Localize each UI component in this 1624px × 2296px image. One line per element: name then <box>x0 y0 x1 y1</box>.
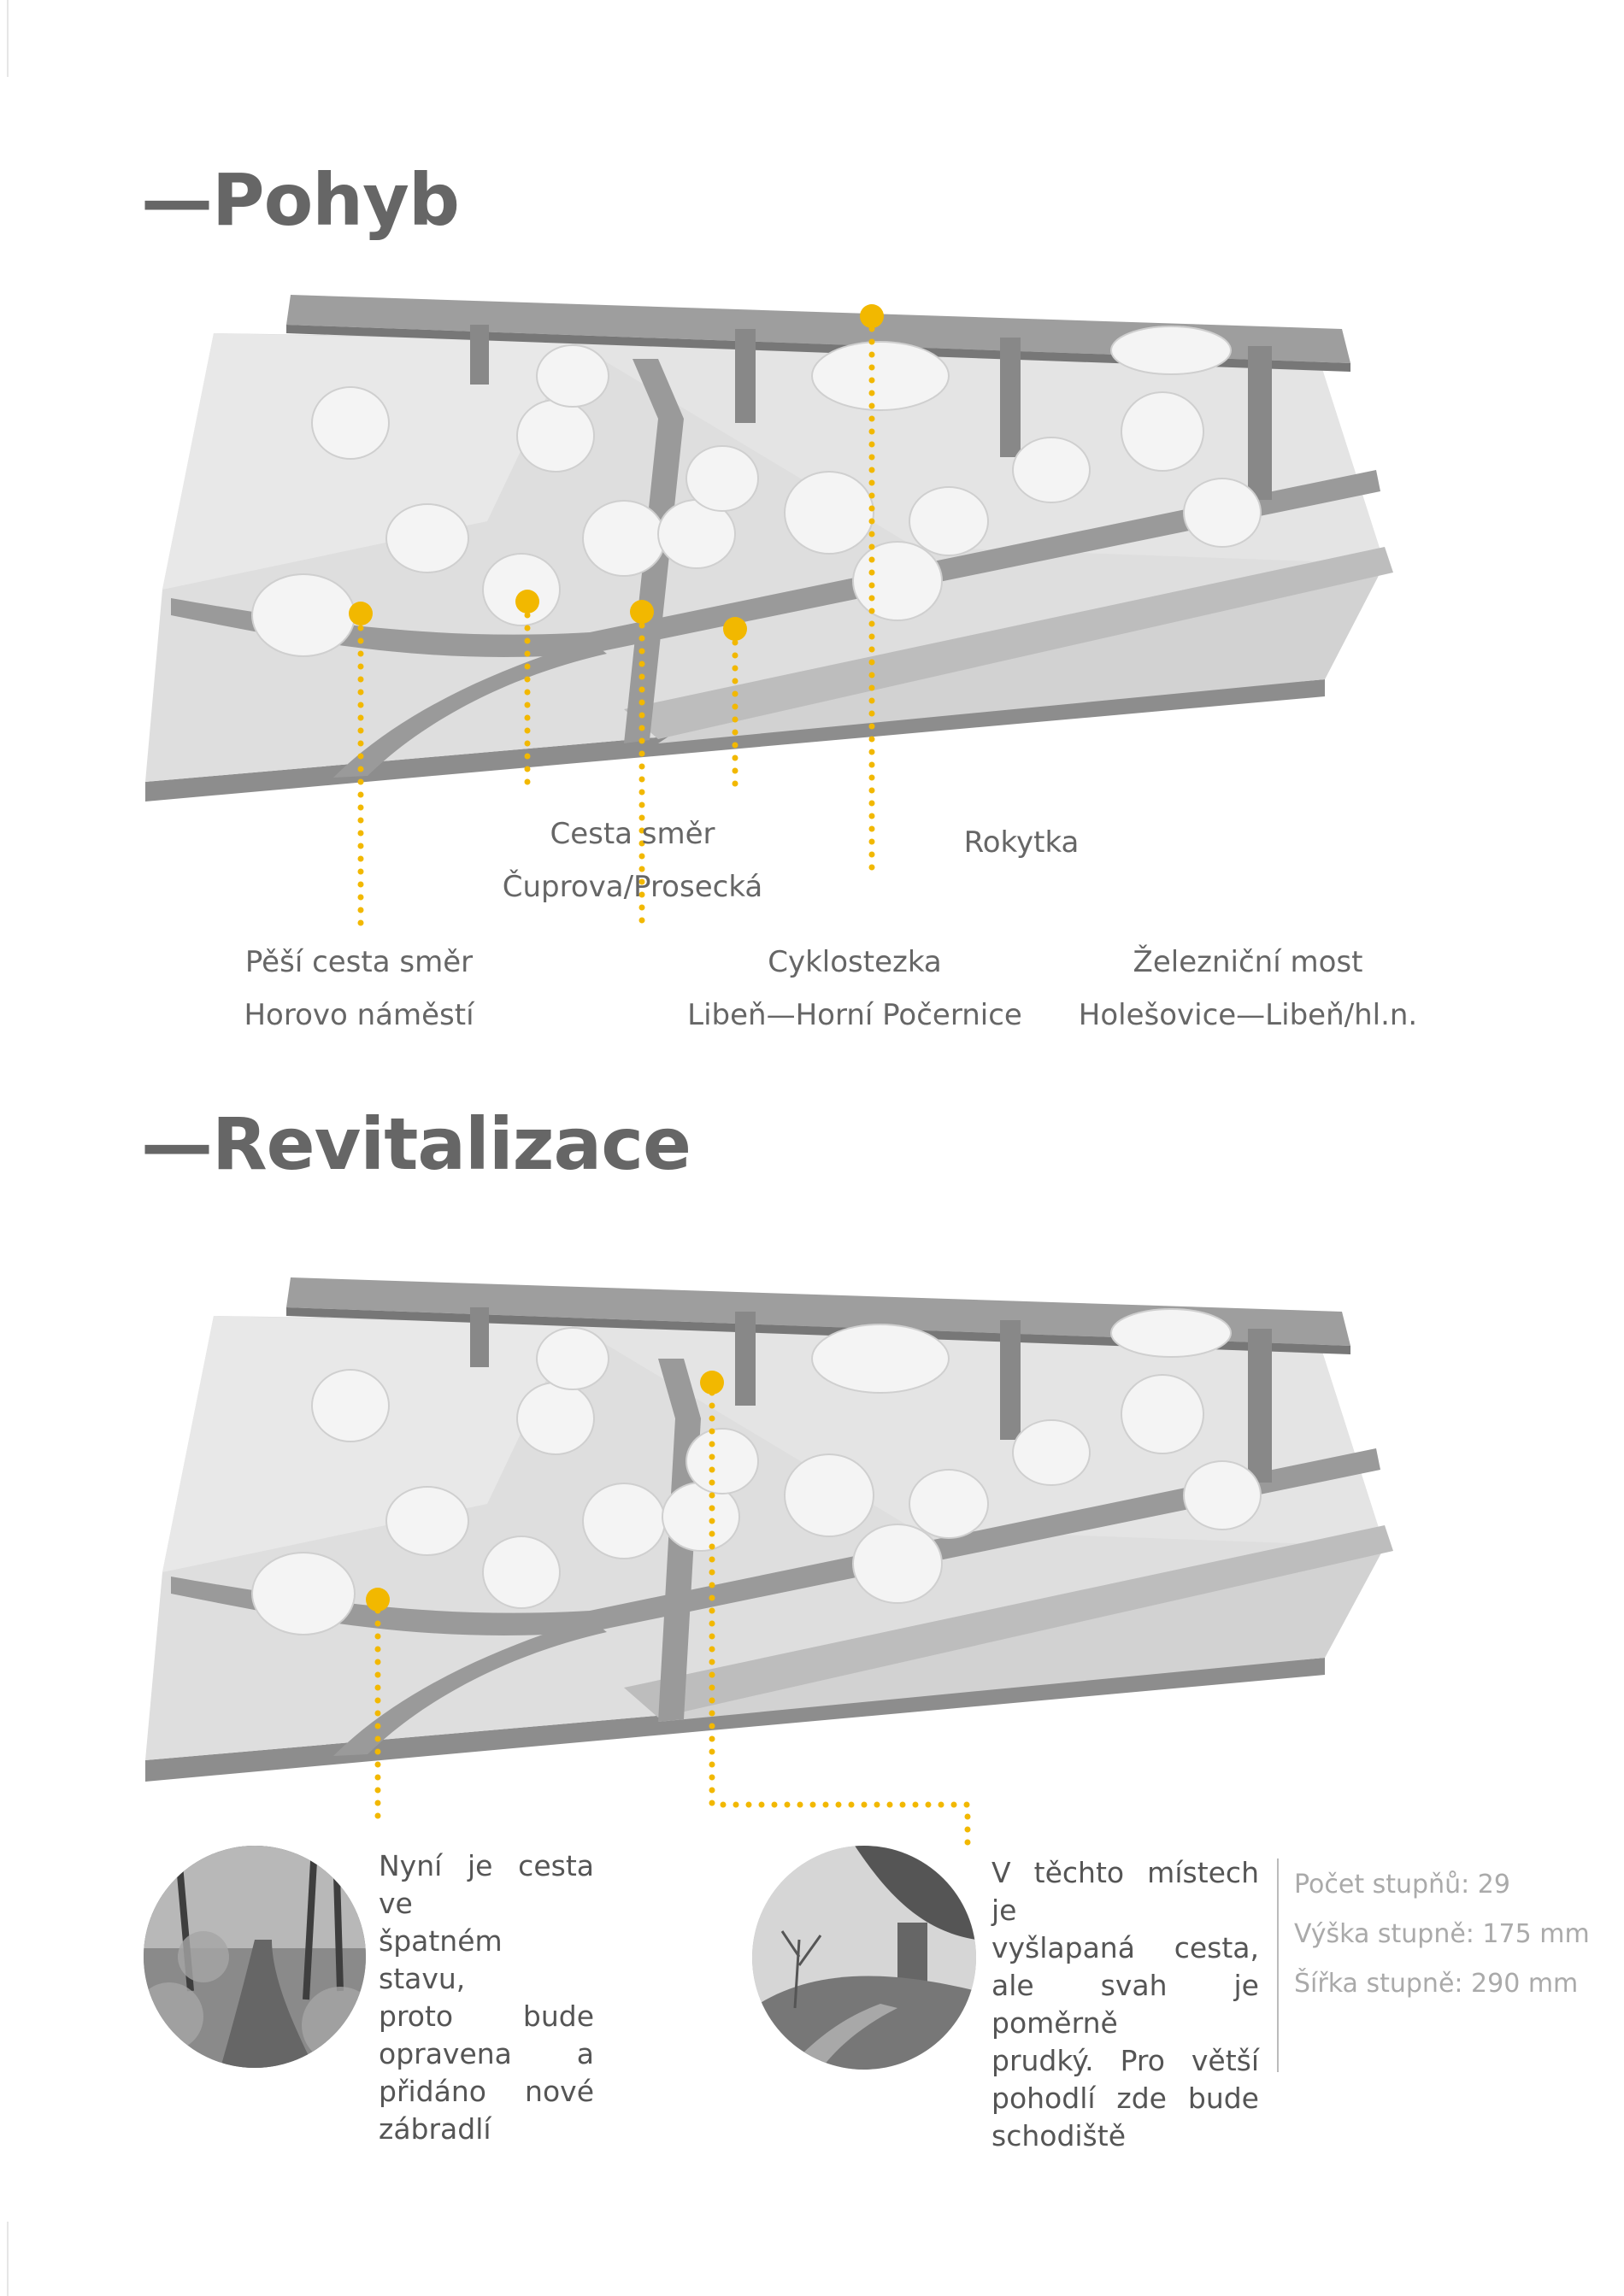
label-stream-line1: Rokytka <box>963 825 1080 860</box>
label-stream <box>880 816 1162 869</box>
note-path-condition-line6: zábradlí <box>379 2112 491 2146</box>
photo-forest-path-image <box>144 1846 366 2068</box>
label-walk-path <box>171 936 547 1042</box>
spec-step-width: Šířka stupně: 290 mm <box>1294 1969 1579 1999</box>
note-staircase-line1: V těchto místech je <box>991 1856 1259 1927</box>
label-path-direction <box>427 807 838 913</box>
note-path-condition-line2: špatném stavu, <box>379 1924 503 1995</box>
specs-divider <box>1277 1859 1279 2072</box>
label-railway-bridge <box>1034 936 1462 1042</box>
label-walk-path-line1: Pěší cesta směr <box>244 945 474 979</box>
note-path-condition <box>379 1847 594 2148</box>
note-staircase-line2: vyšlapaná cesta, <box>991 1931 1259 1964</box>
label-walk-path-line2: Horovo náměstí <box>244 998 474 1032</box>
note-staircase-line3: ale svah je poměrně <box>991 1969 1259 2040</box>
label-path-direction-line2: Čuprova/Prosecká <box>502 870 763 904</box>
section-title-revitalizace: —Revitalizace <box>141 1102 691 1186</box>
note-staircase-line6: schodiště <box>991 2119 1126 2152</box>
photo-bridge-slope-image <box>752 1846 976 2070</box>
leader-lines-revitalizace <box>0 1282 1624 1880</box>
label-railway-bridge-line2: Holešovice—Libeň/hl.n. <box>1078 998 1418 1032</box>
note-path-condition-line1: Nyní je cesta ve <box>379 1849 594 1920</box>
label-cycle-path <box>650 936 1060 1042</box>
note-path-condition-line5: přidáno nové <box>379 2075 594 2108</box>
note-staircase-line5: pohodlí zde bude <box>991 2082 1259 2115</box>
label-cycle-path-line1: Cyklostezka <box>768 945 942 979</box>
spec-step-count: Počet stupňů: 29 <box>1294 1870 1510 1900</box>
note-staircase <box>991 1854 1259 2155</box>
stair-specs <box>1294 1860 1590 2009</box>
photo-bridge-slope <box>752 1846 976 2070</box>
label-railway-bridge-line1: Železniční most <box>1133 945 1363 979</box>
note-staircase-line4: prudký. Pro větší <box>991 2044 1259 2077</box>
spec-step-height: Výška stupně: 175 mm <box>1294 1919 1590 1949</box>
note-path-condition-line3: proto bude <box>379 1999 594 2033</box>
section-title-pohyb: —Pohyb <box>141 158 459 242</box>
photo-forest-path <box>144 1846 366 2068</box>
note-path-condition-line4: opravena a <box>379 2037 594 2070</box>
label-path-direction-line1: Cesta směr <box>550 817 715 851</box>
label-cycle-path-line2: Libeň—Horní Počernice <box>687 998 1022 1032</box>
